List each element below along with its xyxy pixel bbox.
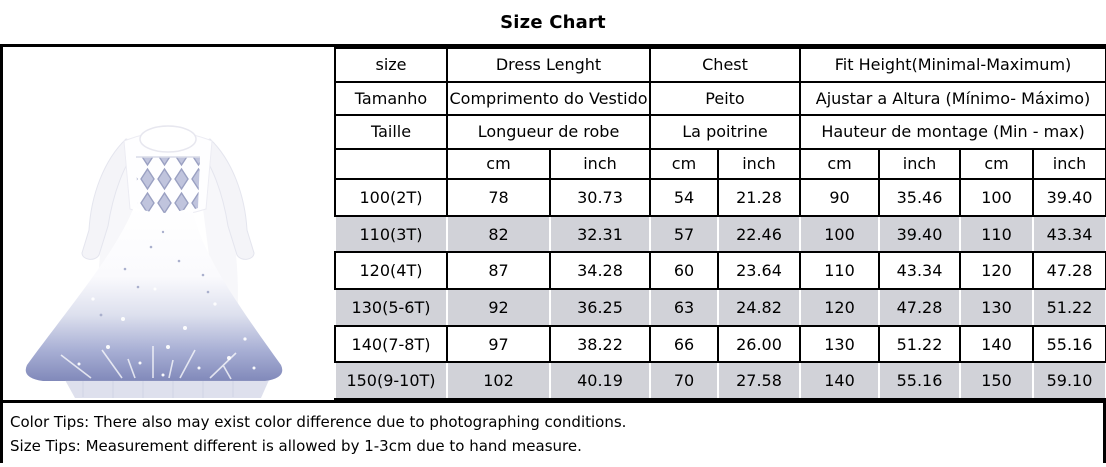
value-cell: 110 bbox=[800, 252, 879, 289]
value-cell: 63 bbox=[650, 289, 718, 326]
value-cell: 27.58 bbox=[718, 362, 800, 399]
value-cell: 34.28 bbox=[550, 252, 650, 289]
value-cell: 100 bbox=[800, 216, 879, 253]
header-row-pt bbox=[335, 82, 1106, 116]
value-cell: 82 bbox=[447, 216, 550, 253]
unit-cell: inch bbox=[550, 149, 650, 180]
header-fit-height-pt: Ajustar a Altura (Mínimo- Máximo) bbox=[800, 82, 1106, 116]
unit-cell: cm bbox=[960, 149, 1033, 180]
size-label-cell: 110(3T) bbox=[335, 216, 447, 253]
content-row bbox=[3, 47, 1103, 400]
value-cell: 87 bbox=[447, 252, 550, 289]
header-size-fr: Taille bbox=[335, 115, 447, 149]
header-size-pt: Tamanho bbox=[335, 82, 447, 116]
value-cell: 59.10 bbox=[1033, 362, 1106, 399]
value-cell: 57 bbox=[650, 216, 718, 253]
table-row bbox=[335, 216, 1106, 253]
value-cell: 43.34 bbox=[879, 252, 960, 289]
size-label-cell: 150(9-10T) bbox=[335, 362, 447, 399]
value-cell: 38.22 bbox=[550, 326, 650, 363]
unit-cell: cm bbox=[650, 149, 718, 180]
value-cell: 35.46 bbox=[879, 179, 960, 216]
value-cell: 51.22 bbox=[879, 326, 960, 363]
title-bar bbox=[0, 0, 1106, 44]
value-cell: 54 bbox=[650, 179, 718, 216]
value-cell: 60 bbox=[650, 252, 718, 289]
header-fit-height-fr: Hauteur de montage (Min - max) bbox=[800, 115, 1106, 149]
header-chest-pt: Peito bbox=[650, 82, 800, 116]
table-row bbox=[335, 252, 1106, 289]
unit-cell: cm bbox=[447, 149, 550, 180]
table-row bbox=[335, 362, 1106, 399]
value-cell: 102 bbox=[447, 362, 550, 399]
value-cell: 32.31 bbox=[550, 216, 650, 253]
value-cell: 100 bbox=[960, 179, 1033, 216]
header-chest-fr: La poitrine bbox=[650, 115, 800, 149]
dress-tulle bbox=[65, 380, 269, 398]
value-cell: 140 bbox=[960, 326, 1033, 363]
tips-section bbox=[3, 400, 1103, 463]
value-cell: 26.00 bbox=[718, 326, 800, 363]
value-cell: 55.16 bbox=[879, 362, 960, 399]
elsa-dress-image bbox=[3, 47, 334, 400]
value-cell: 24.82 bbox=[718, 289, 800, 326]
value-cell: 23.64 bbox=[718, 252, 800, 289]
size-label-cell: 140(7-8T) bbox=[335, 326, 447, 363]
value-cell: 120 bbox=[800, 289, 879, 326]
value-cell: 22.46 bbox=[718, 216, 800, 253]
dress-diamond-panel bbox=[136, 157, 200, 214]
unit-cell: inch bbox=[879, 149, 960, 180]
dress-neckline bbox=[140, 126, 196, 152]
value-cell: 47.28 bbox=[879, 289, 960, 326]
table-row bbox=[335, 179, 1106, 216]
table-row bbox=[335, 289, 1106, 326]
color-tips-text: Color Tips: There also may exist color difference due to photographing conditions. bbox=[10, 413, 627, 431]
value-cell: 70 bbox=[650, 362, 718, 399]
size-label-cell: 120(4T) bbox=[335, 252, 447, 289]
unit-cell: inch bbox=[1033, 149, 1106, 180]
header-size-en: size bbox=[335, 48, 447, 82]
page-title: Size Chart bbox=[500, 11, 606, 33]
value-cell: 130 bbox=[800, 326, 879, 363]
value-cell: 90 bbox=[800, 179, 879, 216]
value-cell: 97 bbox=[447, 326, 550, 363]
size-label-cell: 130(5-6T) bbox=[335, 289, 447, 326]
size-label-cell: 100(2T) bbox=[335, 179, 447, 216]
value-cell: 150 bbox=[960, 362, 1033, 399]
header-chest-en: Chest bbox=[650, 48, 800, 82]
value-cell: 39.40 bbox=[1033, 179, 1106, 216]
value-cell: 66 bbox=[650, 326, 718, 363]
value-cell: 120 bbox=[960, 252, 1033, 289]
value-cell: 110 bbox=[960, 216, 1033, 253]
header-dress-length-pt: Comprimento do Vestido bbox=[447, 82, 650, 116]
header-row-fr bbox=[335, 115, 1106, 149]
value-cell: 92 bbox=[447, 289, 550, 326]
unit-cell: cm bbox=[800, 149, 879, 180]
unit-empty-cell bbox=[335, 149, 447, 180]
content-frame bbox=[0, 44, 1106, 463]
value-cell: 39.40 bbox=[879, 216, 960, 253]
value-cell: 43.34 bbox=[1033, 216, 1106, 253]
value-cell: 47.28 bbox=[1033, 252, 1106, 289]
value-cell: 36.25 bbox=[550, 289, 650, 326]
header-dress-length-en: Dress Lenght bbox=[447, 48, 650, 82]
size-table bbox=[334, 47, 1106, 400]
unit-row bbox=[335, 149, 1106, 180]
value-cell: 78 bbox=[447, 179, 550, 216]
value-cell: 130 bbox=[960, 289, 1033, 326]
value-cell: 140 bbox=[800, 362, 879, 399]
header-row-en bbox=[335, 48, 1106, 82]
header-dress-length-fr: Longueur de robe bbox=[447, 115, 650, 149]
value-cell: 30.73 bbox=[550, 179, 650, 216]
size-tips-text: Size Tips: Measurement different is allowed by 1-3cm due to hand measure. bbox=[10, 437, 582, 455]
product-photo bbox=[3, 47, 334, 400]
table-row bbox=[335, 326, 1106, 363]
value-cell: 40.19 bbox=[550, 362, 650, 399]
value-cell: 51.22 bbox=[1033, 289, 1106, 326]
header-fit-height-en: Fit Height(Minimal-Maximum) bbox=[800, 48, 1106, 82]
unit-cell: inch bbox=[718, 149, 800, 180]
value-cell: 21.28 bbox=[718, 179, 800, 216]
value-cell: 55.16 bbox=[1033, 326, 1106, 363]
